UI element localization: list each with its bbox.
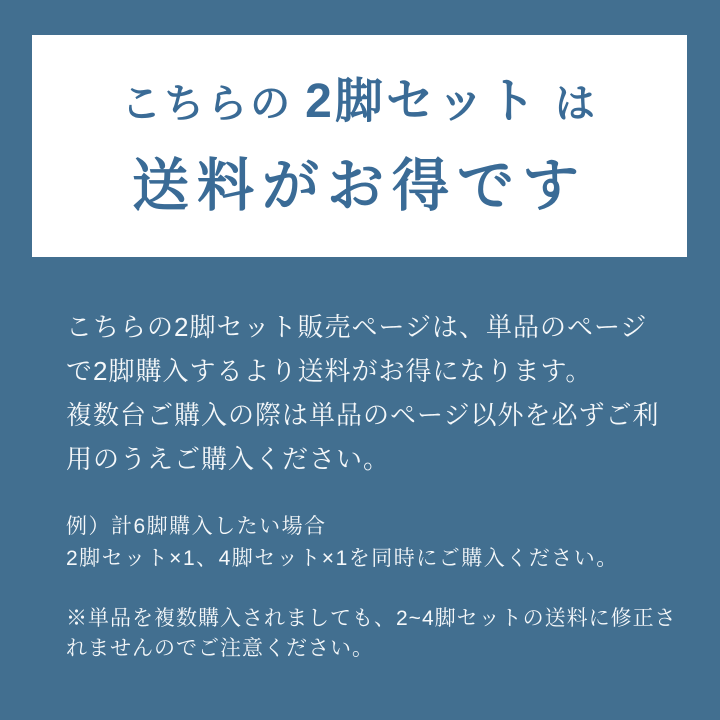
body-copy	[66, 305, 680, 664]
text-line: 例）計6脚購入したい場合	[66, 515, 327, 538]
text-line: で2脚購入するより送料がお得になります。	[66, 356, 593, 386]
headline-line1	[121, 74, 598, 132]
text-line: 2脚セット×1、4脚セット×1を同時にご購入ください。	[66, 547, 619, 570]
example-paragraph	[66, 511, 680, 575]
headline-prefix: こちらの	[121, 82, 294, 126]
headline-panel	[32, 35, 687, 257]
text-line: ※単品を複数購入されましても、2~4脚セットの送料に修正さ	[66, 607, 677, 630]
headline-suffix: は	[554, 82, 598, 126]
text-line: 用のうえご購入ください。	[66, 444, 391, 474]
headline-highlight-set-count: 2脚セット	[305, 75, 539, 128]
intro-paragraph	[66, 305, 680, 481]
text-line: こちらの2脚セット販売ページは、単品のページ	[66, 312, 648, 342]
text-line: 複数台ご購入の際は単品のページ以外を必ずご利	[66, 400, 660, 430]
headline-line2: 送料がお得です	[132, 154, 587, 218]
text-line: れませんのでご注意ください。	[66, 637, 374, 660]
note-paragraph	[66, 604, 680, 664]
